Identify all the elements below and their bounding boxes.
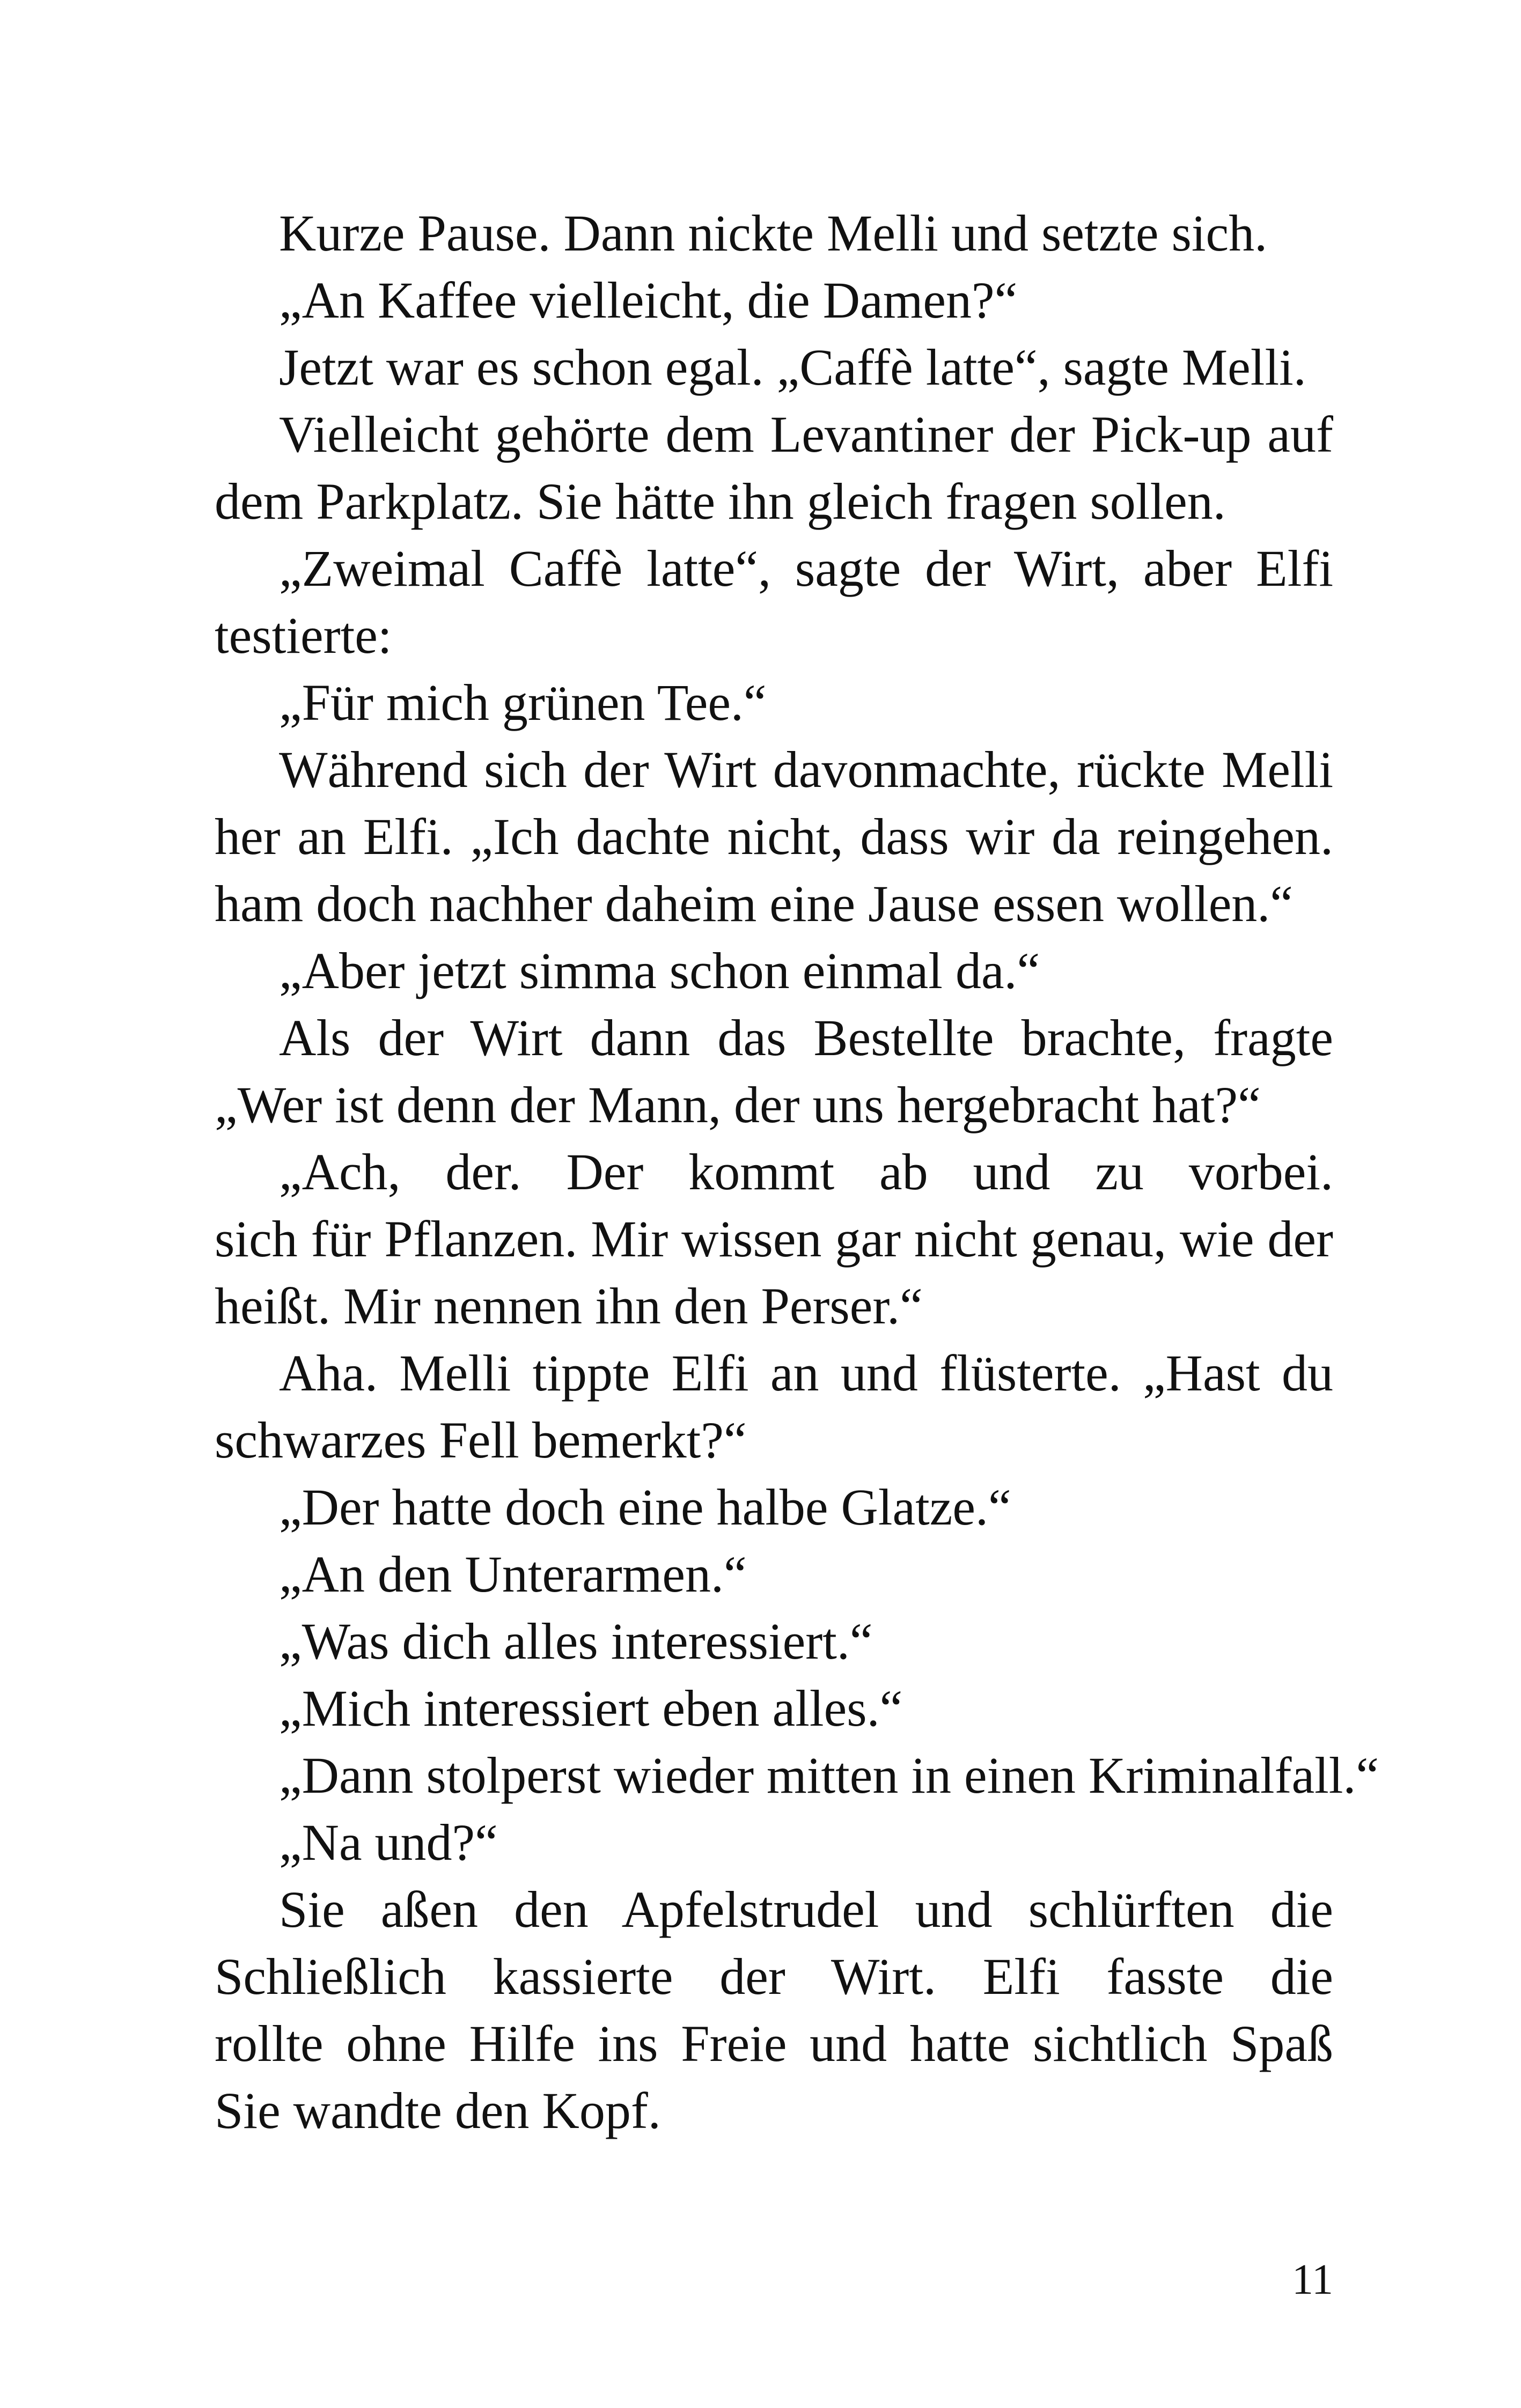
text-line: „Aber jetzt simma schon einmal da.“ (279, 942, 1040, 999)
text-line: dem Parkplatz. Sie hätte ihn gleich fragen sollen. (215, 473, 1226, 530)
text-line: ham doch nachher daheim eine Jause essen wollen.“ (215, 875, 1293, 932)
text-line: Sie aßen den Apfelstrudel und schlürften die (279, 1881, 1333, 1938)
text-line: „Was dich alles interessiert.“ (279, 1612, 873, 1670)
text-line: „Dann stolperst wieder mitten in einen Kriminalfall.“ (279, 1747, 1379, 1804)
text-line: „Mich interessiert eben alles.“ (279, 1680, 903, 1737)
text-line: Vielleicht gehörte dem Levantiner der Pick-up auf (279, 406, 1333, 463)
text-line: „Zweimal Caffè latte“, sagte der Wirt, aber Elfi (279, 540, 1333, 597)
text-line: „Ach, der. Der kommt ab und zu vorbei. (279, 1143, 1333, 1201)
page-number: 11 (1291, 2256, 1333, 2303)
text-line: Aha. Melli tippte Elfi an und flüsterte. „Hast du (279, 1344, 1333, 1402)
text-line: rollte ohne Hilfe ins Freie und hatte sichtlich Spaß (215, 2015, 1333, 2072)
text-line: sich für Pflanzen. Mir wissen gar nicht genau, wie der (215, 1210, 1333, 1268)
text-line: heißt. Mir nennen ihn den Perser.“ (215, 1277, 923, 1335)
text-line: Kurze Pause. Dann nickte Melli und setzte sich. (279, 204, 1268, 262)
text-line: Während sich der Wirt davonmachte, rückte Melli (279, 741, 1333, 798)
text-line: Schließlich kassierte der Wirt. Elfi fasste die (215, 1948, 1333, 2005)
text-line: Sie wandte den Kopf. (215, 2082, 661, 2139)
text-line: „Der hatte doch eine halbe Glatze.“ (279, 1478, 1011, 1536)
text-line: testierte: (215, 607, 392, 664)
text-line: „Wer ist denn der Mann, der uns hergebracht hat?“ (215, 1076, 1261, 1133)
text-line: her an Elfi. „Ich dachte nicht, dass wir da reingehen. (215, 808, 1333, 865)
text-line: „Na und?“ (279, 1814, 498, 1871)
text-line: Als der Wirt dann das Bestellte brachte, fragte (279, 1009, 1333, 1066)
body-text (215, 200, 1379, 2144)
text-line: „An den Unterarmen.“ (279, 1545, 747, 1603)
text-line: „Für mich grünen Tee.“ (279, 674, 767, 731)
text-line: schwarzes Fell bemerkt?“ (215, 1411, 747, 1469)
text-line: „An Kaffee vielleicht, die Damen?“ (279, 271, 1018, 329)
text-line: Jetzt war es schon egal. „Caffè latte“, sagte Melli. (279, 338, 1306, 396)
